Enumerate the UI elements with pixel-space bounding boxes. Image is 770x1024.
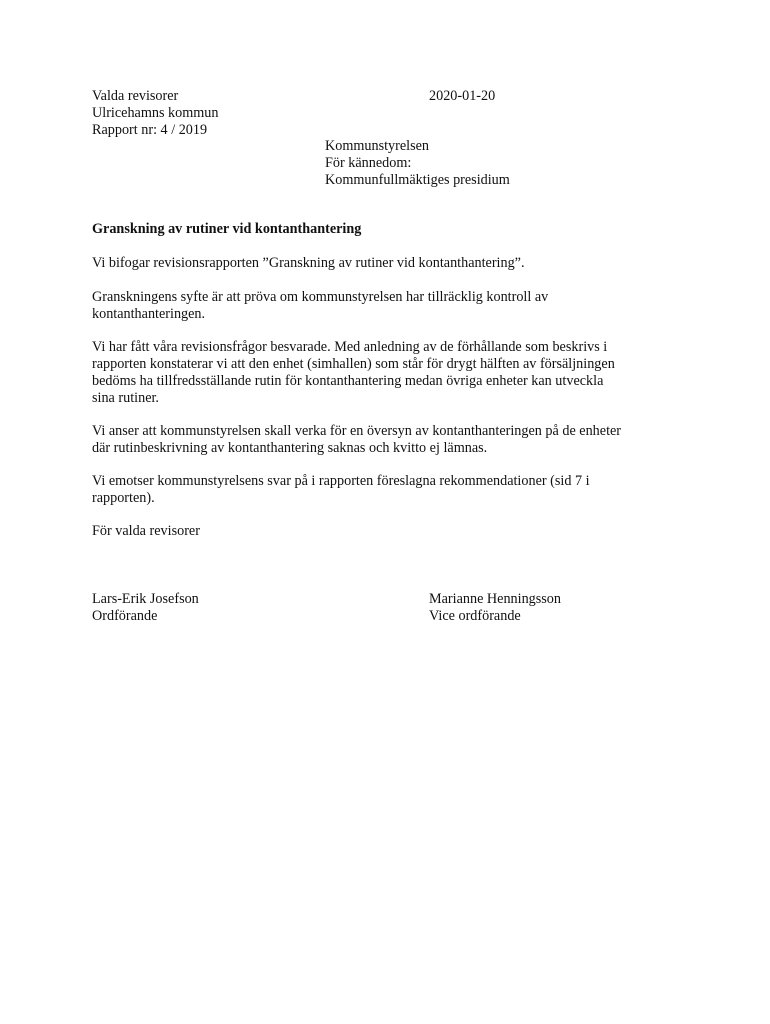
paragraph-line: För valda revisorer <box>92 523 200 539</box>
recipient-presidium: Kommunfullmäktiges presidium <box>325 172 510 188</box>
signatory-name: Lars-Erik Josefson <box>92 591 199 607</box>
paragraph-purpose <box>92 289 692 323</box>
paragraph-line: rapporten konstaterar vi att den enhet (simhallen) som står för drygt hälften av försäljningen <box>92 356 615 372</box>
paragraph-line: Vi har fått våra revisionsfrågor besvarade. Med anledning av de förhållande som beskrivs i <box>92 339 608 355</box>
document-date: 2020-01-20 <box>429 88 496 104</box>
paragraph-recommendation <box>92 423 692 457</box>
paragraph-line: Granskningens syfte är att pröva om kommunstyrelsen har tillräcklig kontroll av <box>92 289 549 305</box>
paragraph-line: bedöms ha tillfredsställande rutin för kontanthantering medan övriga enheter kan utveckla <box>92 373 604 389</box>
paragraph-line: kontanthanteringen. <box>92 306 206 322</box>
paragraph-line: där rutinbeskrivning av kontanthantering saknas och kvitto ej lämnas. <box>92 440 488 456</box>
recipient-main: Kommunstyrelsen <box>325 138 430 154</box>
paragraph-closing <box>92 523 692 540</box>
sender-block <box>92 88 218 139</box>
signature-left <box>92 591 199 625</box>
recipient-for-info-label: För kännedom: <box>325 155 412 171</box>
paragraph-response-request <box>92 473 692 507</box>
paragraph-line: Vi bifogar revisionsrapporten ”Granskning av rutiner vid kontanthantering”. <box>92 255 525 271</box>
sender-municipality: Ulricehamns kommun <box>92 105 219 121</box>
paragraph-line: sina rutiner. <box>92 390 159 406</box>
paragraph-line: rapporten). <box>92 490 155 506</box>
signatory-name: Marianne Henningsson <box>429 591 561 607</box>
paragraph-attachment <box>92 255 692 272</box>
recipient-block <box>325 138 510 189</box>
signature-right <box>429 591 561 625</box>
document-subject: Granskning av rutiner vid kontanthantering <box>92 221 362 237</box>
signatory-title: Vice ordförande <box>429 608 521 624</box>
signatory-title: Ordförande <box>92 608 158 624</box>
paragraph-line: Vi anser att kommunstyrelsen skall verka för en översyn av kontanthanteringen på de enheter <box>92 423 622 439</box>
paragraph-line: Vi emotser kommunstyrelsens svar på i rapporten föreslagna rekommendationer (sid 7 i <box>92 473 590 489</box>
paragraph-findings <box>92 339 692 407</box>
sender-organization: Valda revisorer <box>92 88 179 104</box>
report-number: Rapport nr: 4 / 2019 <box>92 122 208 138</box>
